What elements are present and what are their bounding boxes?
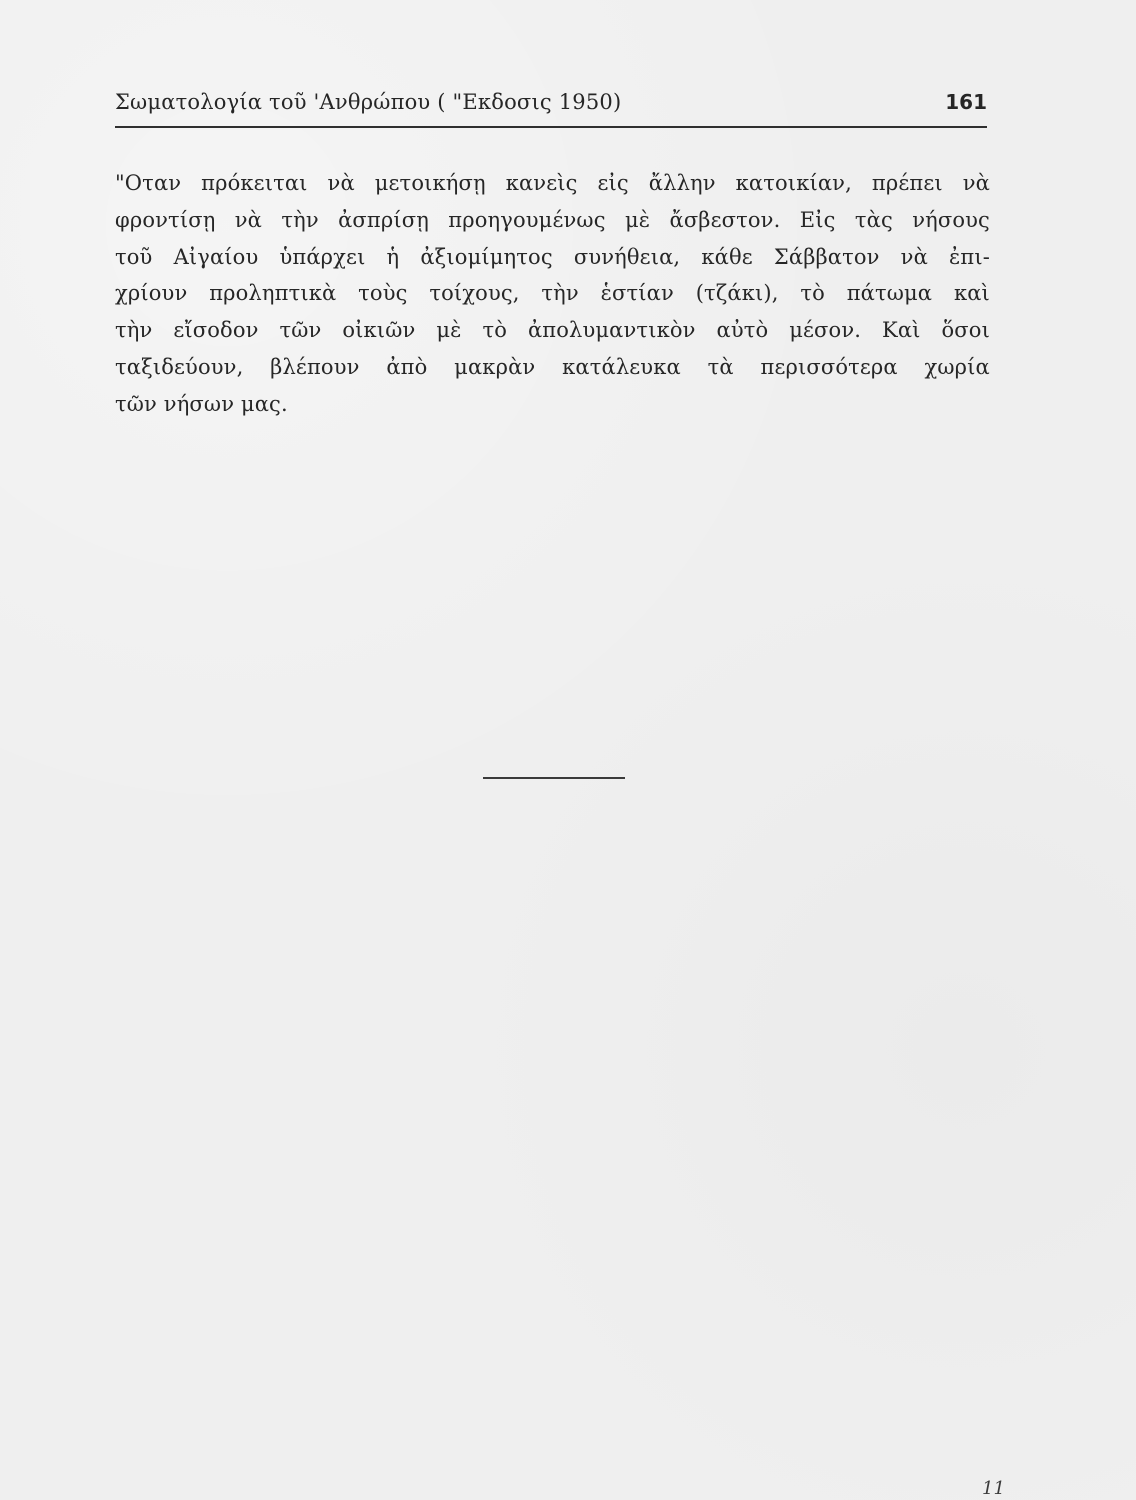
text-word: κατάλευκα — [562, 354, 681, 379]
text-word: (τζάκι), — [695, 281, 779, 306]
text-word: τὴν — [281, 207, 319, 232]
text-word: "Οταν — [115, 171, 182, 195]
text-word: τὸ — [800, 281, 825, 306]
text-word: Εἰς — [799, 207, 836, 232]
text-line-content: τῶν νήσων μας. — [115, 391, 288, 416]
text-word: ἀξιομίμητος — [420, 244, 553, 269]
body-text — [115, 165, 990, 423]
text-word: πρέπει — [871, 171, 943, 195]
text-word: μακρὰν — [454, 354, 536, 379]
text-word: ἡ — [386, 244, 400, 269]
text-word: ἄσβεστον. — [669, 207, 781, 232]
text-word: τὰς — [854, 207, 893, 232]
text-line — [115, 275, 990, 312]
text-word: συνήθεια, — [573, 244, 681, 269]
text-word: καὶ — [953, 281, 990, 306]
text-line — [115, 349, 990, 386]
text-word: ὑπάρχει — [279, 244, 366, 269]
text-word: πρόκειται — [201, 171, 308, 195]
text-line — [115, 386, 990, 423]
text-word: τοίχους, — [429, 281, 520, 306]
text-word: τὰ — [707, 354, 734, 379]
text-word: ὅσοι — [941, 318, 990, 343]
text-word: αὐτὸ — [716, 318, 769, 343]
text-word: νὰ — [962, 171, 990, 195]
text-word: περισσότερα — [760, 354, 898, 379]
text-word: ἄλλην — [648, 171, 716, 195]
text-word: κανεὶς — [505, 171, 578, 195]
text-word: μέσον. — [789, 318, 862, 343]
text-word: ταξιδεύουν, — [115, 354, 244, 379]
text-word: ἐπι- — [948, 244, 990, 269]
text-word: φροντίσῃ — [115, 207, 216, 232]
running-title: Σωματολογία τοῦ 'Ανθρώπου ( "Εκδοσις 1950) — [115, 90, 622, 114]
text-word: ἀσπρίσῃ — [338, 207, 429, 232]
text-word: τοῦ — [115, 244, 153, 269]
text-word: Καὶ — [882, 318, 921, 343]
text-word: προληπτικὰ — [209, 281, 337, 306]
text-word: νὰ — [234, 207, 263, 232]
text-word: εἴσοδον — [173, 318, 259, 343]
text-word: τὴν — [115, 318, 153, 343]
text-line — [115, 202, 990, 239]
text-word: οἰκιῶν — [342, 318, 416, 343]
text-line — [115, 239, 990, 276]
text-word: νὰ — [900, 244, 928, 269]
text-word: κάθε — [701, 244, 753, 269]
text-word: προηγουμένως — [448, 207, 606, 232]
text-line — [115, 312, 990, 349]
text-word: ἀπολυμαντικὸν — [527, 318, 696, 343]
text-word: ἀπὸ — [386, 354, 428, 379]
text-word: μὲ — [624, 207, 651, 232]
text-word: νήσους — [912, 207, 990, 232]
text-word: τοὺς — [358, 281, 408, 306]
text-word: χρίουν — [115, 281, 188, 306]
text-word: ἑστίαν — [600, 281, 674, 306]
page-number: 161 — [945, 90, 987, 114]
text-word: πάτωμα — [846, 281, 933, 306]
section-end-rule — [483, 777, 625, 779]
signature-mark: 11 — [982, 1478, 1005, 1499]
text-word: εἰς — [597, 171, 629, 195]
text-line — [115, 165, 990, 202]
text-word: μὲ — [436, 318, 462, 343]
running-header — [115, 90, 987, 122]
text-word: μετοικήσῃ — [374, 171, 486, 195]
header-rule — [115, 126, 987, 128]
text-word: κατοικίαν, — [735, 171, 852, 195]
text-word: τὴν — [541, 281, 579, 306]
text-word: νὰ — [327, 171, 355, 195]
text-word: χωρία — [924, 354, 990, 379]
text-word: Αἰγαίου — [173, 244, 259, 269]
text-word: βλέπουν — [270, 354, 360, 379]
text-word: Σάββατον — [773, 244, 880, 269]
text-word: τῶν — [279, 318, 322, 343]
text-word: τὸ — [482, 318, 508, 343]
